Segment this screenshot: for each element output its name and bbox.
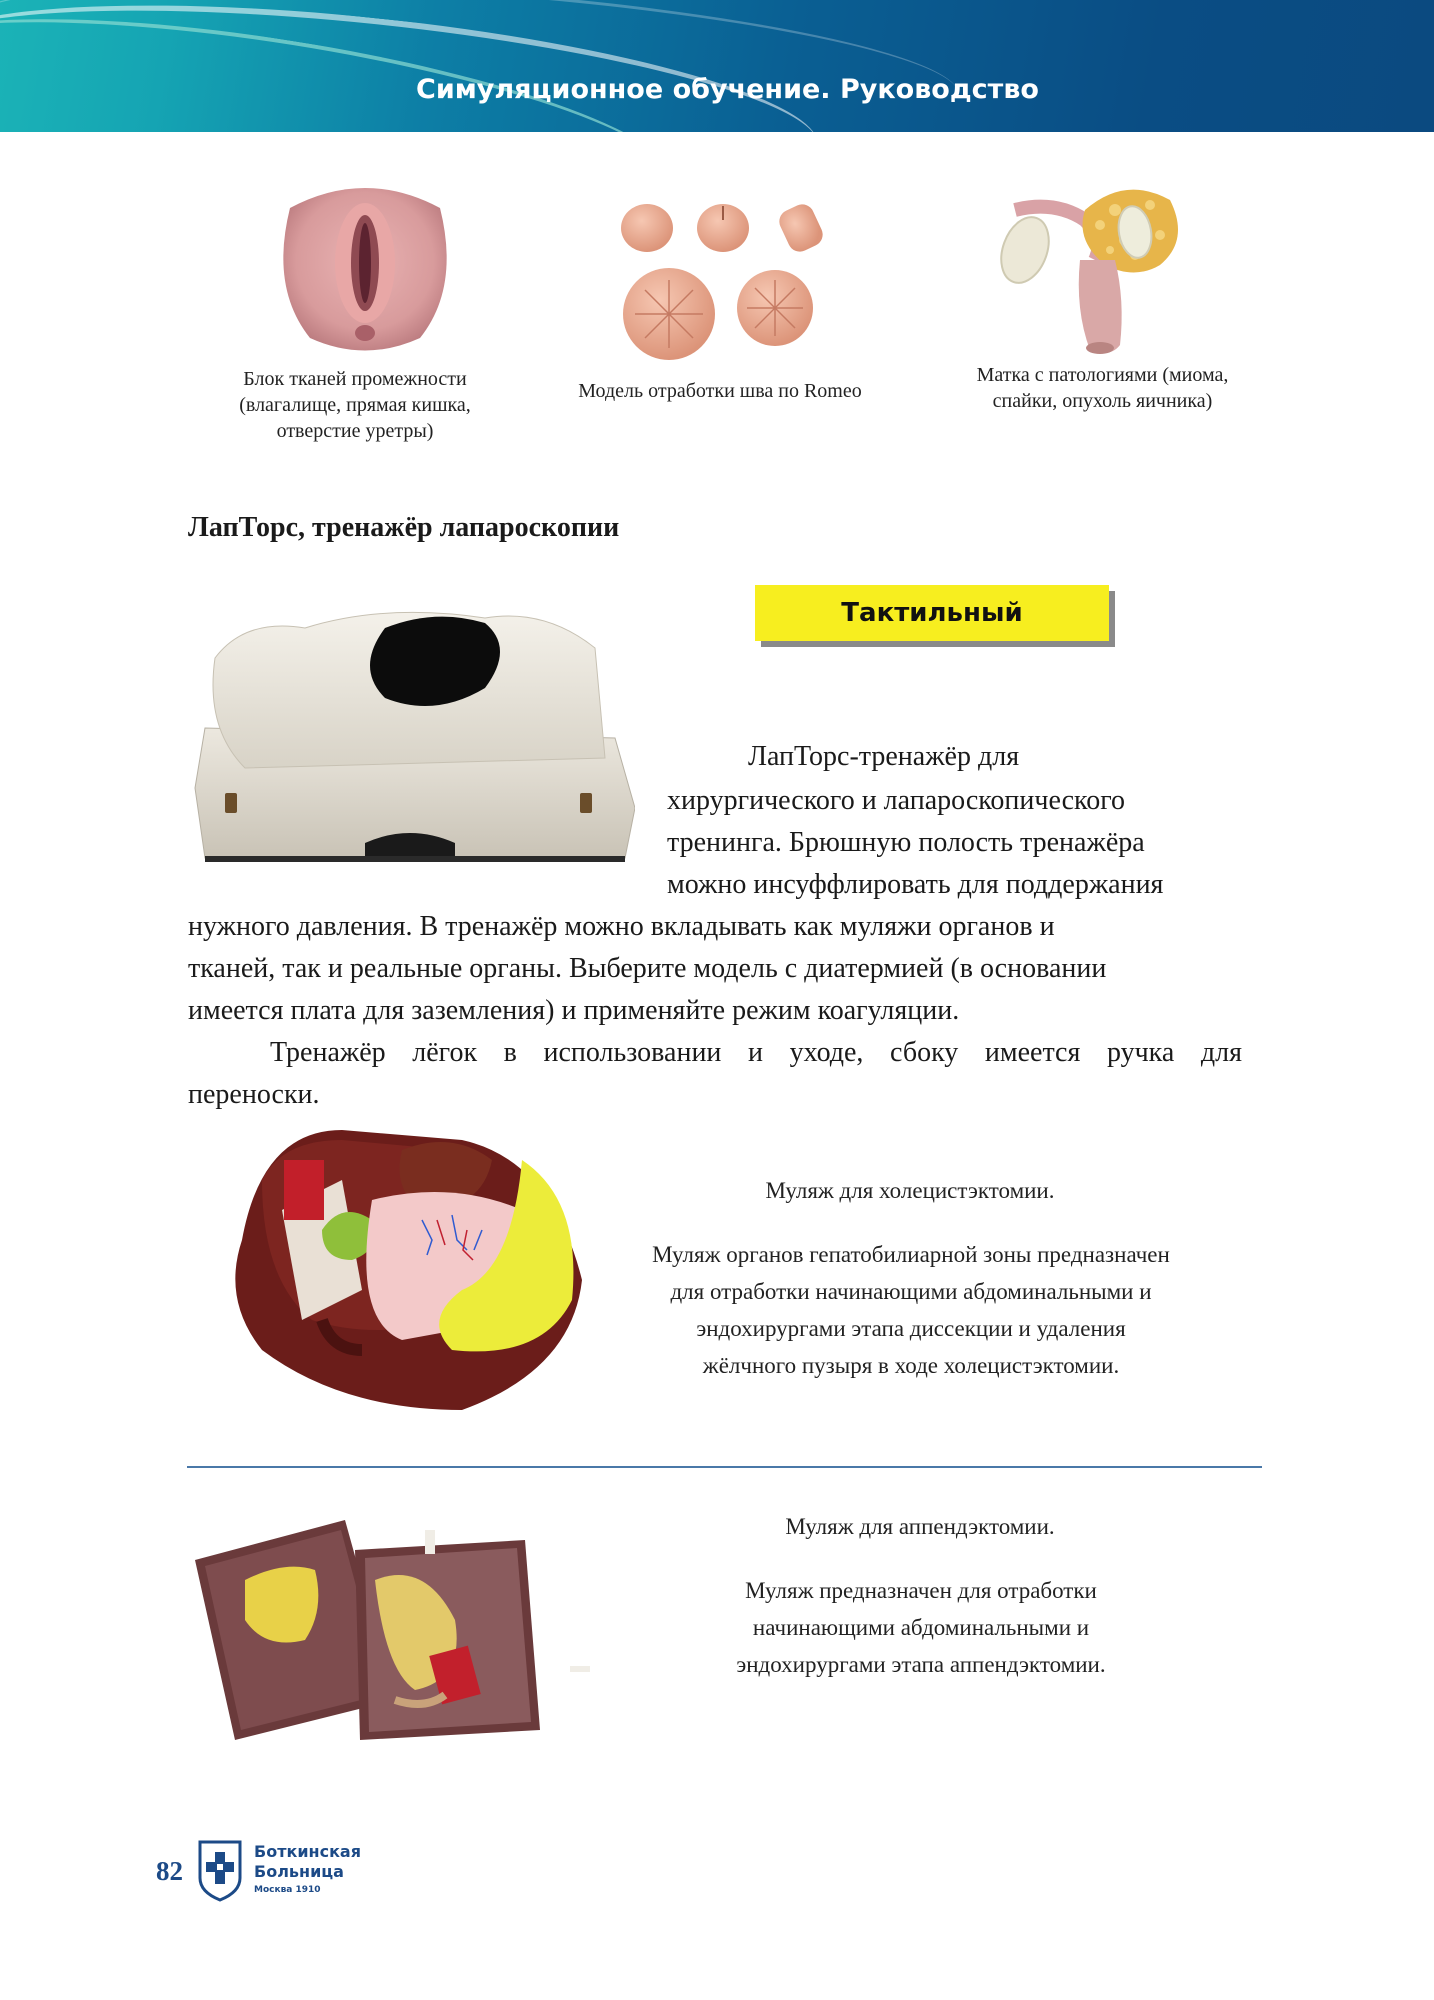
appendectomy-description: Муляж предназначен для отработки начинающими абдоминальными и эндохирургами этапа аппендэктомии. xyxy=(736,1578,1106,1677)
laptors-trainer-image xyxy=(185,608,635,873)
body-line: можно инсуффлировать для поддержания xyxy=(667,869,1164,900)
uterus-pathology-caption: Матка с патологиями (миома, спайки, опухоль яичника) xyxy=(976,364,1229,412)
body-line: переноски. xyxy=(188,1079,320,1110)
tactile-badge: Тактильный xyxy=(755,585,1109,641)
perineum-block-caption: Блок тканей промежности (влагалище, прямая кишка, отверстие уретры) xyxy=(239,368,471,442)
body-line: Тренажёр лёгок в использовании и уходе, сбоку имеется ручка для xyxy=(270,1037,1242,1068)
page-number: 82 xyxy=(156,1856,183,1886)
body-line: тканей, так и реальные органы. Выберите модель с диатермией (в основании xyxy=(188,953,1107,984)
hospital-logo-icon xyxy=(196,1838,244,1907)
cholecystectomy-description: Муляж органов гепатобилиарной зоны предназначен для отработки начинающими абдоминальными и эндохирургами этапа диссекции и удаления жёлчного пузыря в ходе холецистэктомии. xyxy=(652,1242,1170,1378)
body-line: тренинга. Брюшную полость тренажёра xyxy=(667,827,1145,858)
appendectomy-model-image xyxy=(195,1500,615,1750)
logo-line: Больница xyxy=(254,1862,344,1881)
logo-line: Боткинская xyxy=(254,1842,361,1861)
body-line: ЛапТорс-тренажёр для xyxy=(748,741,1020,772)
uterus-pathology-image xyxy=(975,180,1190,360)
section-title: ЛапТорс, тренажёр лапароскопии xyxy=(188,512,620,543)
appendectomy-title: Муляж для аппендэктомии. xyxy=(785,1514,1055,1539)
cholecystectomy-model-image xyxy=(222,1120,592,1420)
body-line: хирургического и лапароскопического xyxy=(667,785,1125,816)
body-line: нужного давления. В тренажёр можно вкладывать как муляжи органов и xyxy=(188,911,1055,942)
section-divider xyxy=(187,1466,1262,1468)
suture-model-caption: Модель отработки шва по Romeo xyxy=(578,380,862,402)
body-line: имеется плата для заземления) и применяйте режим коагуляции. xyxy=(188,995,960,1026)
hospital-logo-text xyxy=(254,1842,361,1898)
cholecystectomy-title: Муляж для холецистэктомии. xyxy=(765,1178,1055,1203)
logo-line: Москва 1910 xyxy=(254,1885,321,1895)
header-title: Симуляционное обучение. Руководство xyxy=(416,74,1039,105)
suture-model-image xyxy=(605,192,845,372)
perineum-block-image xyxy=(270,168,460,358)
page-header xyxy=(0,0,1434,132)
